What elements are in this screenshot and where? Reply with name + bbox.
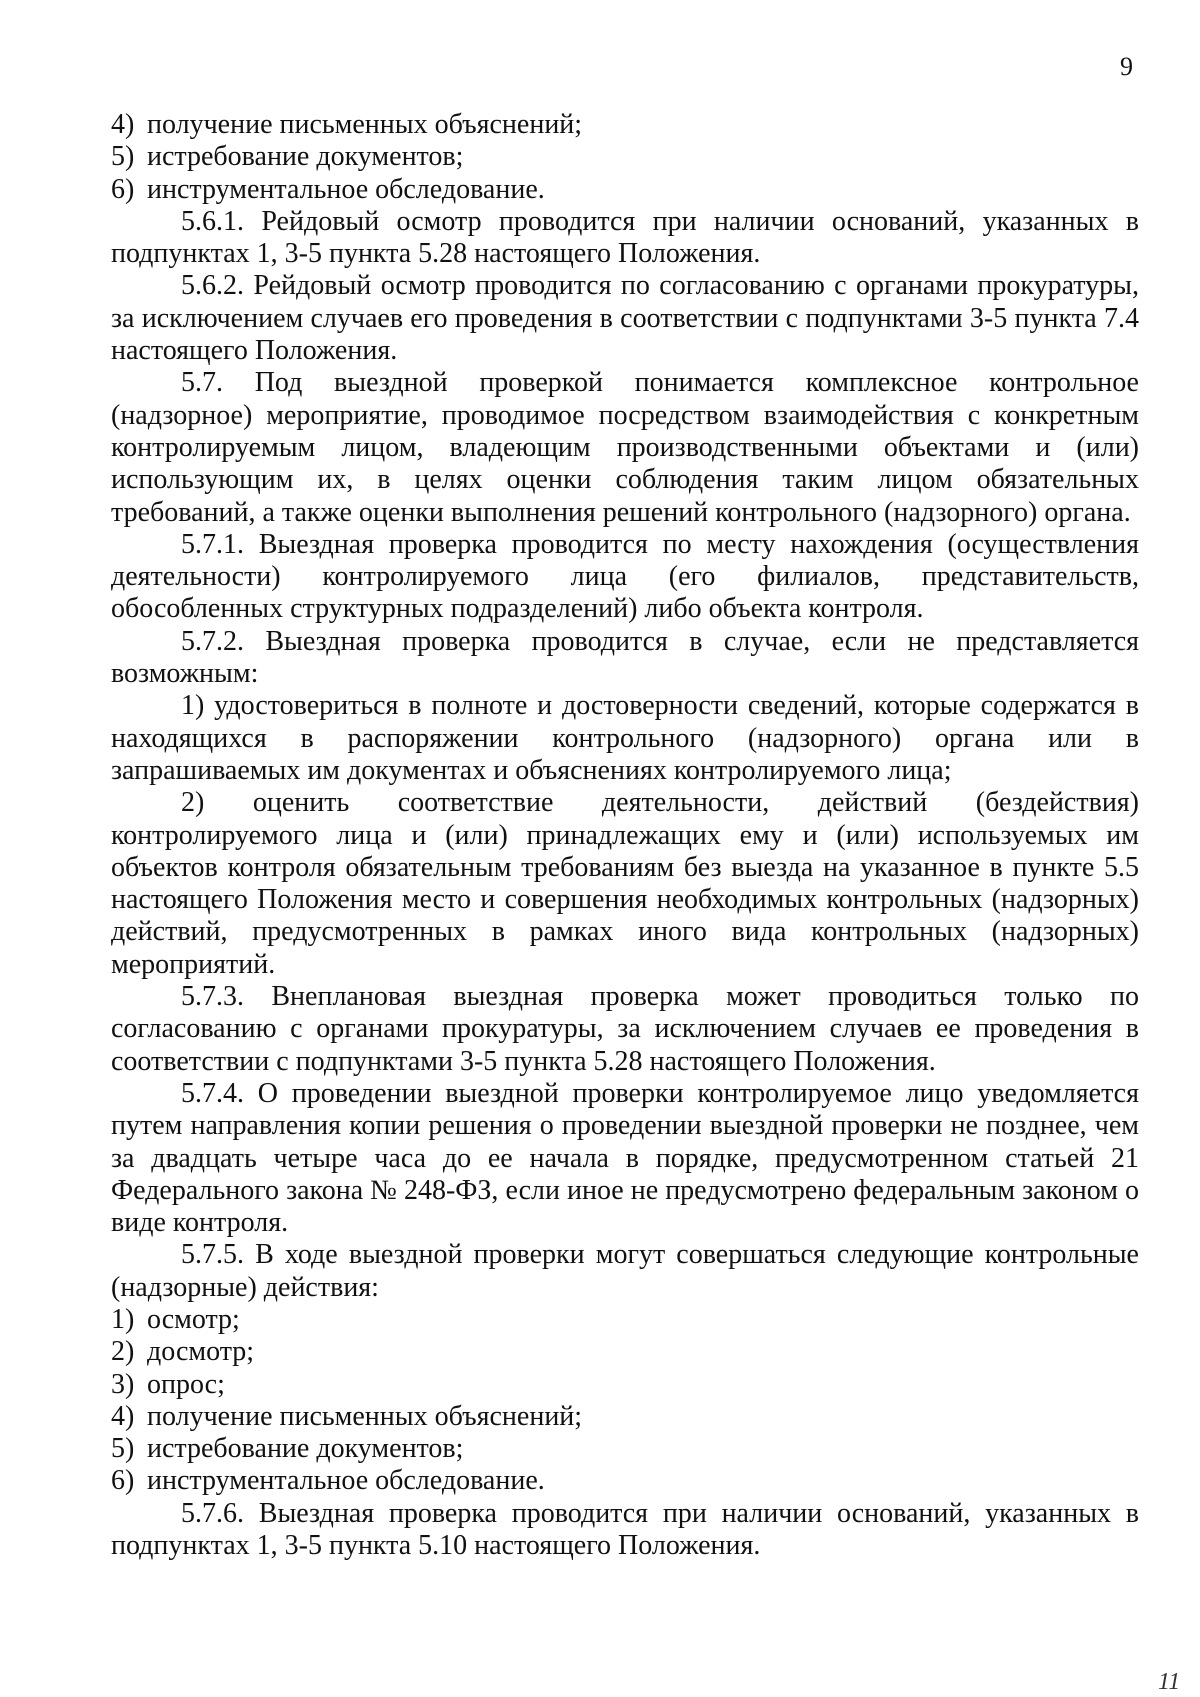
list-item-number: 4) [111,1400,135,1432]
document-body [111,109,1139,1562]
list-item [111,174,1139,206]
list-item-number: 6) [111,173,135,205]
paragraph: 5.7.3. Внеплановая выездная проверка может проводиться только по согласованию с органами прокуратуры, за исключением случаев ее проведения в соответствии с подпунктами 3-5 пункта 5.28 настоящего Положения. [111,981,1139,1077]
list-item-text: получение письменных объяснений; [147,109,583,140]
list-item-number: 5) [111,141,135,173]
list-item [111,1336,1139,1368]
paragraph: 5.7.5. В ходе выездной проверки могут совершаться следующие контрольные (надзорные) действия: [111,1239,1139,1303]
list-item-text: инструментальное обследование. [147,173,545,205]
paragraph: 5.7.6. Выездная проверка проводится при наличии оснований, указанных в подпунктах 1, 3-5 пункта 5.10 настоящего Положения. [111,1497,1139,1562]
paragraph: 5.7.2. Выездная проверка проводится в случае, если не представляется возможным: [111,625,1139,690]
paragraph: 5.6.1. Рейдовый осмотр проводится при наличии оснований, указанных в подпунктах 1, 3-5 пункта 5.28 настоящего Положения. [111,205,1139,270]
list-item [111,1369,1139,1401]
paragraph: 5.7. Под выездной проверкой понимается комплексное контрольное (надзорное) мероприятие, проводимое посредством взаимодействия с конкретным контролируемым лицом, владеющим производственными объектами и (или) использующим их, в целях оценки соблюдения таким лицом обязательных требований, а также оценки выполнения решений контрольного (надзорного) органа. [111,367,1139,528]
list-item-text: досмотр; [147,1336,255,1368]
list-item-number: 4) [111,109,135,140]
list-item-text: опрос; [147,1368,225,1400]
list-item-text: истребование документов; [147,1433,464,1465]
list-item-number: 1) [111,1303,135,1335]
handwritten-page-mark: 11 [1158,1669,1181,1695]
list-item [111,1304,1139,1336]
paragraph: 5.7.1. Выездная проверка проводится по месту нахождения (осуществления деятельности) контролируемого лица (его филиалов, представительств, обособленных структурных подразделений) либо объекта контроля. [111,528,1139,625]
paragraph: 1) удостовериться в полноте и достоверности сведений, которые содержатся в находящихся в распоряжении контрольного (надзорного) органа или в запрашиваемых им документах и объяснениях контролируемого лица; [111,690,1139,786]
list-item [111,1433,1139,1465]
list-item [111,1465,1139,1497]
page-number: 9 [1120,52,1133,81]
list-item-text: осмотр; [147,1303,240,1335]
paragraph: 2) оценить соответствие деятельности, действий (бездействия) контролируемого лица и (или) принадлежащих ему и (или) используемых им объектов контроля обязательным требованиям без выезда на указанное в пункте 5.5 настоящего Положения место и совершения необходимых контрольных (надзорных) действий, предусмотренных в рамках иного вида контрольных (надзорных) мероприятий. [111,787,1139,980]
list-item-number: 3) [111,1368,135,1400]
list-item-text: получение письменных объяснений; [147,1400,583,1432]
paragraph: 5.7.4. О проведении выездной проверки контролируемое лицо уведомляется путем направления копии решения о проведении выездной проверки не позднее, чем за двадцать четыре часа до ее начала в порядке, предусмотренном статьей 21 Федерального закона № 248-ФЗ, если иное не предусмотрено федеральным законом о виде контроля. [111,1077,1139,1239]
list-item-text: инструментальное обследование. [147,1465,545,1497]
list-item [111,109,1139,141]
list-item [111,141,1139,173]
list-item-number: 6) [111,1465,135,1497]
paragraph: 5.6.2. Рейдовый осмотр проводится по согласованию с органами прокуратуры, за исключением случаев его проведения в соответствии с подпунктами 3-5 пункта 7.4 настоящего Положения. [111,270,1139,367]
list-item-number: 5) [111,1433,135,1465]
list-item [111,1401,1139,1433]
list-item-number: 2) [111,1336,135,1368]
list-item-text: истребование документов; [147,141,464,173]
